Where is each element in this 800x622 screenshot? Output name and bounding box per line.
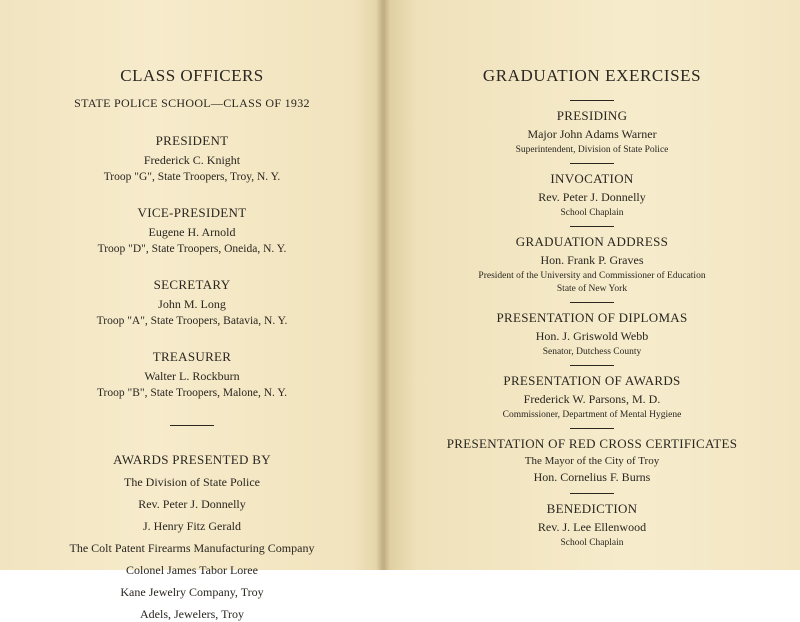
- divider-rule: [570, 493, 614, 494]
- section-detail-2: State of New York: [556, 284, 628, 294]
- section-name: Hon. J. Griswold Webb: [535, 329, 649, 343]
- officer-title: VICE-PRESIDENT: [137, 205, 247, 220]
- award-item: Kane Jewelry Company, Troy: [120, 585, 264, 599]
- officer-detail: Troop "B", State Troopers, Malone, N. Y.: [96, 387, 288, 399]
- award-item: The Colt Patent Firearms Manufacturing Company: [69, 541, 315, 555]
- section-name: Rev. Peter J. Donnelly: [538, 190, 646, 204]
- section-title: BENEDICTION: [546, 501, 638, 516]
- section-title: PRESENTATION OF DIPLOMAS: [496, 310, 688, 325]
- officer-title: SECRETARY: [153, 277, 231, 292]
- school-class-subtitle: STATE POLICE SCHOOL—CLASS OF 1932: [74, 96, 310, 110]
- divider-rule: [570, 100, 614, 101]
- officer-vice-president: [0, 205, 384, 255]
- officer-title: PRESIDENT: [155, 133, 229, 148]
- section-invocation: [384, 171, 800, 218]
- section-detail: Senator, Dutchess County: [542, 347, 642, 357]
- section-red-cross: [384, 436, 800, 485]
- officer-name: Eugene H. Arnold: [148, 225, 236, 239]
- divider-rule: [170, 425, 214, 426]
- divider-rule: [570, 428, 614, 429]
- officer-name: Walter L. Rockburn: [144, 369, 240, 383]
- award-item: Rev. Peter J. Donnelly: [138, 497, 246, 511]
- section-detail: President of the University and Commissioner of Education: [478, 271, 706, 281]
- section-name: The Mayor of the City of Troy: [524, 455, 660, 467]
- divider-rule: [570, 226, 614, 227]
- officer-secretary: [0, 277, 384, 327]
- section-title: PRESENTATION OF RED CROSS CERTIFICATES: [446, 436, 738, 451]
- section-name: Hon. Frank P. Graves: [540, 253, 644, 267]
- section-name: Frederick W. Parsons, M. D.: [523, 392, 661, 406]
- officer-detail: Troop "D", State Troopers, Oneida, N. Y.: [97, 243, 287, 255]
- officer-name: John M. Long: [158, 297, 226, 311]
- section-detail: School Chaplain: [560, 208, 624, 218]
- awards-heading: AWARDS PRESENTED BY: [113, 452, 271, 467]
- section-graduation-address: [384, 234, 800, 294]
- section-title: INVOCATION: [550, 171, 634, 186]
- graduation-exercises-heading: GRADUATION EXERCISES: [482, 66, 702, 85]
- section-detail: Superintendent, Division of State Police: [515, 145, 669, 155]
- section-diplomas: [384, 310, 800, 357]
- graduation-exercises-column: [384, 66, 800, 548]
- award-item: Adels, Jewelers, Troy: [140, 607, 244, 621]
- divider-rule: [570, 163, 614, 164]
- section-title: PRESENTATION OF AWARDS: [503, 373, 681, 388]
- divider-rule: [570, 365, 614, 366]
- section-title: PRESIDING: [556, 108, 628, 123]
- class-officers-column: [0, 66, 384, 622]
- officer-title: TREASURER: [152, 349, 232, 364]
- award-item: Colonel James Tabor Loree: [126, 563, 258, 577]
- section-detail: School Chaplain: [560, 538, 624, 548]
- officer-treasurer: [0, 349, 384, 399]
- officer-president: [0, 133, 384, 183]
- officer-detail: Troop "A", State Troopers, Batavia, N. Y.: [96, 315, 288, 327]
- award-item: The Division of State Police: [124, 475, 260, 489]
- class-officers-heading: CLASS OFFICERS: [120, 66, 264, 85]
- award-item: J. Henry Fitz Gerald: [143, 519, 241, 533]
- officer-detail: Troop "G", State Troopers, Troy, N. Y.: [103, 171, 281, 183]
- divider-rule: [570, 302, 614, 303]
- officer-name: Frederick C. Knight: [143, 153, 241, 167]
- section-title: GRADUATION ADDRESS: [515, 234, 669, 249]
- section-benediction: [384, 501, 800, 548]
- section-awards: [384, 373, 800, 420]
- awards-list: [0, 475, 384, 622]
- section-name: Major John Adams Warner: [527, 127, 657, 141]
- section-name: Rev. J. Lee Ellenwood: [537, 520, 647, 534]
- section-presiding: [384, 108, 800, 155]
- section-detail: Commissioner, Department of Mental Hygiene: [502, 410, 682, 420]
- section-detail: Hon. Cornelius F. Burns: [533, 470, 651, 484]
